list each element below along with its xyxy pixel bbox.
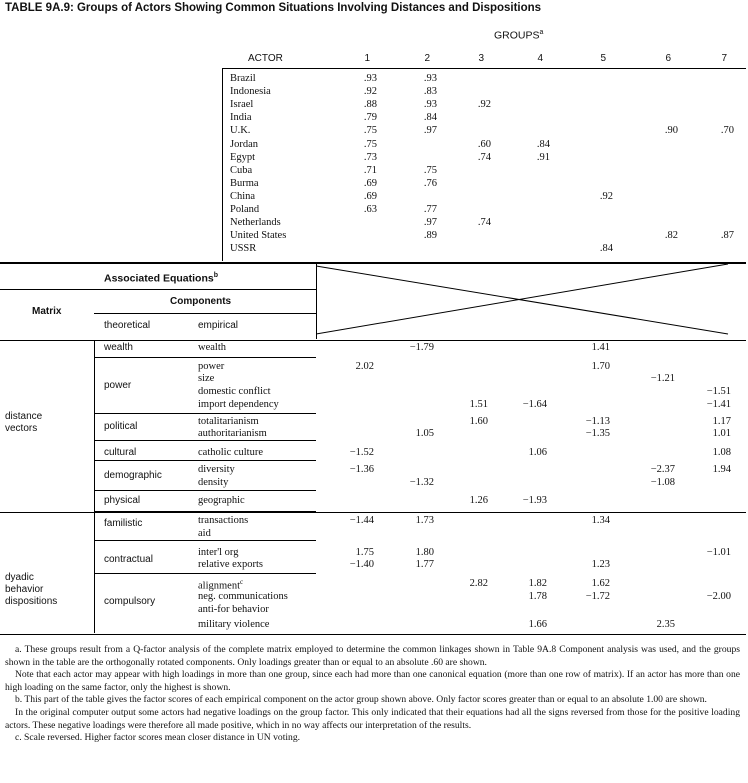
actor-name: Brazil — [230, 73, 256, 84]
empirical-component — [198, 428, 267, 439]
empirical-component — [198, 495, 245, 506]
factor-score: 1.06 — [528, 447, 547, 458]
footnotes — [5, 644, 740, 745]
group-number-6: 6 — [665, 53, 671, 64]
empirical-component — [198, 477, 228, 488]
empirical-component-label: neg. communications — [198, 591, 288, 602]
factor-score: 1.78 — [528, 591, 547, 602]
actor-loading: .93 — [423, 99, 437, 111]
theoretical-component: compulsory — [104, 596, 156, 607]
factor-score: 2.82 — [469, 578, 488, 589]
factor-score: 1.62 — [591, 578, 610, 589]
table-title: TABLE 9A.9: Groups of Actors Showing Common Situations Involving Distances and Dispositions — [5, 2, 542, 14]
theoretical-component: wealth — [104, 342, 133, 353]
empirical-component-label: diversity — [198, 464, 235, 475]
empirical-component-label: alignment — [198, 580, 240, 592]
factor-score: 1.41 — [591, 342, 610, 353]
actor-name: Burma — [230, 177, 259, 189]
empirical-component-label: authoritarianism — [198, 428, 267, 439]
factor-score: 1.08 — [712, 447, 731, 458]
theoretical-component: familistic — [104, 518, 143, 529]
actor-loading: .63 — [363, 204, 377, 215]
empirical-component — [198, 373, 214, 384]
actor-loading: .90 — [664, 125, 678, 137]
theoretical-component: power — [104, 380, 132, 391]
distance-vectors-line-2: vectors — [5, 423, 38, 434]
actor-loading: .88 — [363, 99, 377, 111]
actor-name: USSR — [230, 243, 257, 255]
actor-name: Poland — [230, 204, 260, 215]
factor-score: −1.93 — [522, 495, 547, 506]
actor-loading: .74 — [477, 151, 491, 163]
actor-loading: .92 — [599, 190, 613, 202]
actor-loading: .91 — [536, 151, 550, 163]
empirical-component-label: density — [198, 477, 229, 488]
components-rule — [94, 313, 316, 314]
factor-score: −1.13 — [585, 416, 610, 427]
actor-name: Netherlands — [230, 217, 281, 229]
dyadic-line-1: dyadic — [5, 572, 34, 583]
empirical-component — [198, 361, 224, 372]
empirical-component-label: catholic culture — [198, 447, 264, 458]
factor-score: 1.26 — [469, 495, 488, 506]
theoretical-component: contractual — [104, 554, 153, 565]
distance-dyadic-rule — [0, 512, 746, 513]
empirical-component-label: anti-for behavior — [198, 604, 269, 615]
groups-header — [494, 29, 543, 42]
factor-score: 1.05 — [415, 428, 434, 439]
group-number-3: 3 — [478, 53, 484, 64]
factor-score: 2.35 — [656, 619, 675, 630]
component-rule — [94, 357, 316, 358]
actor-loading: .73 — [363, 151, 377, 163]
theoretical-component: cultural — [104, 447, 137, 458]
distance-vectors-label — [5, 411, 42, 435]
empirical-component-label: transactions — [198, 515, 249, 526]
actor-loading: .75 — [363, 125, 377, 137]
associated-equations-label: Associated Equations — [104, 272, 214, 285]
actor-loading: .84 — [423, 112, 437, 124]
associated-equations-header — [104, 272, 218, 285]
factor-score: 1.51 — [469, 399, 488, 410]
associated-equations-sup: b — [213, 272, 218, 279]
actor-name: India — [230, 112, 252, 124]
factor-score: −1.79 — [409, 342, 434, 353]
groups-header-label: GROUPS — [494, 29, 540, 42]
actor-loading: .93 — [363, 73, 377, 84]
actor-loading: .92 — [363, 86, 377, 98]
factor-score: −1.72 — [585, 591, 610, 602]
assoc-rule — [0, 289, 316, 290]
footnote-b: b. This part of the table gives the factor scores of each empirical component on the actor group shown above. Only factor scores greater than or equal to an absolute 1.00 are shown. — [15, 694, 707, 706]
actor-loading: .69 — [363, 190, 377, 202]
actor-loading: .97 — [423, 217, 437, 229]
equations-top-rule — [0, 340, 746, 341]
dyadic-line-2: behavior — [5, 584, 44, 595]
component-rule — [94, 440, 316, 441]
distance-vectors-line-1: distance — [5, 411, 43, 422]
factor-score: −2.00 — [706, 591, 731, 602]
groups-header-sup: a — [539, 29, 544, 36]
actor-loading: .82 — [664, 230, 678, 242]
group-number-7: 7 — [721, 53, 727, 64]
empirical-component — [198, 464, 235, 475]
empirical-component — [198, 342, 226, 353]
group-number-5: 5 — [600, 53, 606, 64]
actor-name: Egypt — [230, 151, 256, 163]
actor-column-rule — [222, 68, 223, 261]
empirical-component — [198, 578, 243, 592]
component-rule — [94, 511, 316, 512]
footnote-c: c. Scale reversed. Higher factor scores mean closer distance in UN voting. — [15, 732, 301, 744]
factor-score: 1.94 — [712, 464, 731, 475]
factor-score: 2.02 — [355, 361, 374, 372]
theoretical-component: political — [104, 421, 138, 432]
actor-loading: .93 — [423, 73, 437, 84]
empirical-component — [198, 416, 259, 427]
actor-loading: .75 — [423, 164, 437, 176]
component-rule — [94, 540, 316, 541]
factor-score: 1.17 — [712, 416, 731, 427]
factor-score: −1.32 — [409, 477, 434, 488]
empirical-component-label: inter'l org — [198, 547, 239, 558]
component-rule — [94, 460, 316, 461]
actor-loading: .75 — [363, 138, 377, 150]
actor-loading: .84 — [536, 138, 550, 150]
factor-score: 1.01 — [712, 428, 731, 439]
actor-loading: .77 — [423, 204, 437, 215]
factor-score: 1.80 — [415, 547, 434, 558]
empirical-component-label: totalitarianism — [198, 416, 259, 427]
empirical-component-label: relative exports — [198, 559, 264, 570]
matrix-column-rule — [94, 340, 95, 633]
empirical-component-label: military violence — [198, 619, 270, 630]
factor-score: −1.08 — [650, 477, 675, 488]
actor-loading: .84 — [599, 243, 613, 255]
component-rule — [94, 413, 316, 414]
actor-loading: .79 — [363, 112, 377, 124]
actor-loading: .92 — [477, 99, 491, 111]
factor-score: −1.36 — [349, 464, 374, 475]
actor-loading: .71 — [363, 164, 377, 176]
factor-score: −1.35 — [585, 428, 610, 439]
factor-score: 1.73 — [415, 515, 434, 526]
actor-loading: .70 — [720, 125, 734, 137]
theoretical-component: demographic — [104, 470, 162, 481]
factor-score: −1.51 — [706, 386, 731, 397]
empirical-component — [198, 619, 269, 630]
component-rule — [94, 490, 316, 491]
component-rule — [94, 573, 316, 574]
footnote-a-note: Note that each actor may appear with high loadings in more than one group, since each had more than one canonical equation (more than one row of matrix). If an actor has more than one high loading on the same factor, only the highest is shown. — [5, 669, 740, 693]
actor-loading: .89 — [423, 230, 437, 242]
actor-name: China — [230, 190, 256, 202]
dyadic-label — [5, 572, 57, 608]
actor-name: U.K. — [230, 125, 251, 137]
actor-name: Jordan — [230, 138, 258, 150]
header-rule — [222, 68, 746, 69]
actor-loading: .69 — [363, 177, 377, 189]
actor-loading: .83 — [423, 86, 437, 98]
theoretical-header: theoretical — [104, 320, 151, 331]
empirical-component-label: geographic — [198, 495, 245, 506]
empirical-component — [198, 447, 263, 458]
factor-score: 1.66 — [528, 619, 547, 630]
factor-score: −2.37 — [650, 464, 675, 475]
empirical-component-label: power — [198, 361, 225, 372]
group-number-1: 1 — [364, 53, 370, 64]
empirical-component — [198, 399, 279, 410]
table-bottom-rule — [0, 634, 746, 635]
factor-score: −1.40 — [349, 559, 374, 570]
actor-header: ACTOR — [248, 53, 283, 64]
empirical-component — [198, 528, 211, 539]
empirical-component — [198, 386, 271, 397]
matrix-header: Matrix — [32, 306, 62, 317]
factor-score: −1.01 — [706, 547, 731, 558]
empirical-component — [198, 604, 269, 615]
empirical-component-label: domestic conflict — [198, 386, 271, 397]
actor-loading: .60 — [477, 138, 491, 150]
factor-score: −1.41 — [706, 399, 731, 410]
factor-score: 1.23 — [591, 559, 610, 570]
dyadic-line-3: dispositions — [5, 596, 58, 607]
factor-score: −1.64 — [522, 399, 547, 410]
footnote-a: a. These groups result from a Q-factor analysis of the complete matrix employed to determine the common linkages shown in Table 9A.8 Component analysis was used, and the groups shown in the table are the orthogonally rotated components. Only loadings greater than or equal to an absolute .60 are shown. — [5, 644, 740, 668]
group-number-2: 2 — [424, 53, 430, 64]
factor-score: 1.60 — [469, 416, 488, 427]
factor-score: −1.52 — [349, 447, 374, 458]
factor-score: −1.44 — [349, 515, 374, 526]
empirical-component — [198, 591, 288, 602]
actor-loading: .74 — [477, 217, 491, 229]
factor-score: −1.21 — [650, 373, 675, 384]
factor-score: 1.82 — [528, 578, 547, 589]
actor-name: Indonesia — [230, 86, 271, 98]
actor-loading: .76 — [423, 177, 437, 189]
empirical-component-label: size — [198, 373, 215, 384]
theoretical-component: physical — [104, 495, 141, 506]
group-number-4: 4 — [537, 53, 543, 64]
factor-score: 1.77 — [415, 559, 434, 570]
footnote-b-note: In the original computer output some actors had negative loadings on the group factor. This only indicated that their equations had all the signs reversed from those for the positive loading actors. These negative loadings were therefore all made positive, which in no way affects our interpretation of the results. — [5, 706, 740, 731]
actor-name: Israel — [230, 99, 254, 111]
actor-name: Cuba — [230, 164, 253, 176]
empirical-component-sup: c — [240, 578, 244, 586]
components-header: Components — [170, 296, 232, 307]
actor-loading: .97 — [423, 125, 437, 137]
empirical-component-label: aid — [198, 528, 211, 539]
empirical-component-label: import dependency — [198, 399, 279, 410]
factor-score: 1.34 — [591, 515, 610, 526]
empirical-component — [198, 559, 263, 570]
empirical-component-label: wealth — [198, 342, 226, 353]
actor-name: United States — [230, 230, 287, 242]
empirical-header: empirical — [198, 320, 239, 331]
crossed-box — [316, 262, 748, 342]
actor-loading: .87 — [720, 230, 734, 242]
factor-score: 1.70 — [591, 361, 610, 372]
factor-score: 1.75 — [355, 547, 374, 558]
empirical-component — [198, 515, 248, 526]
empirical-component — [198, 547, 238, 558]
